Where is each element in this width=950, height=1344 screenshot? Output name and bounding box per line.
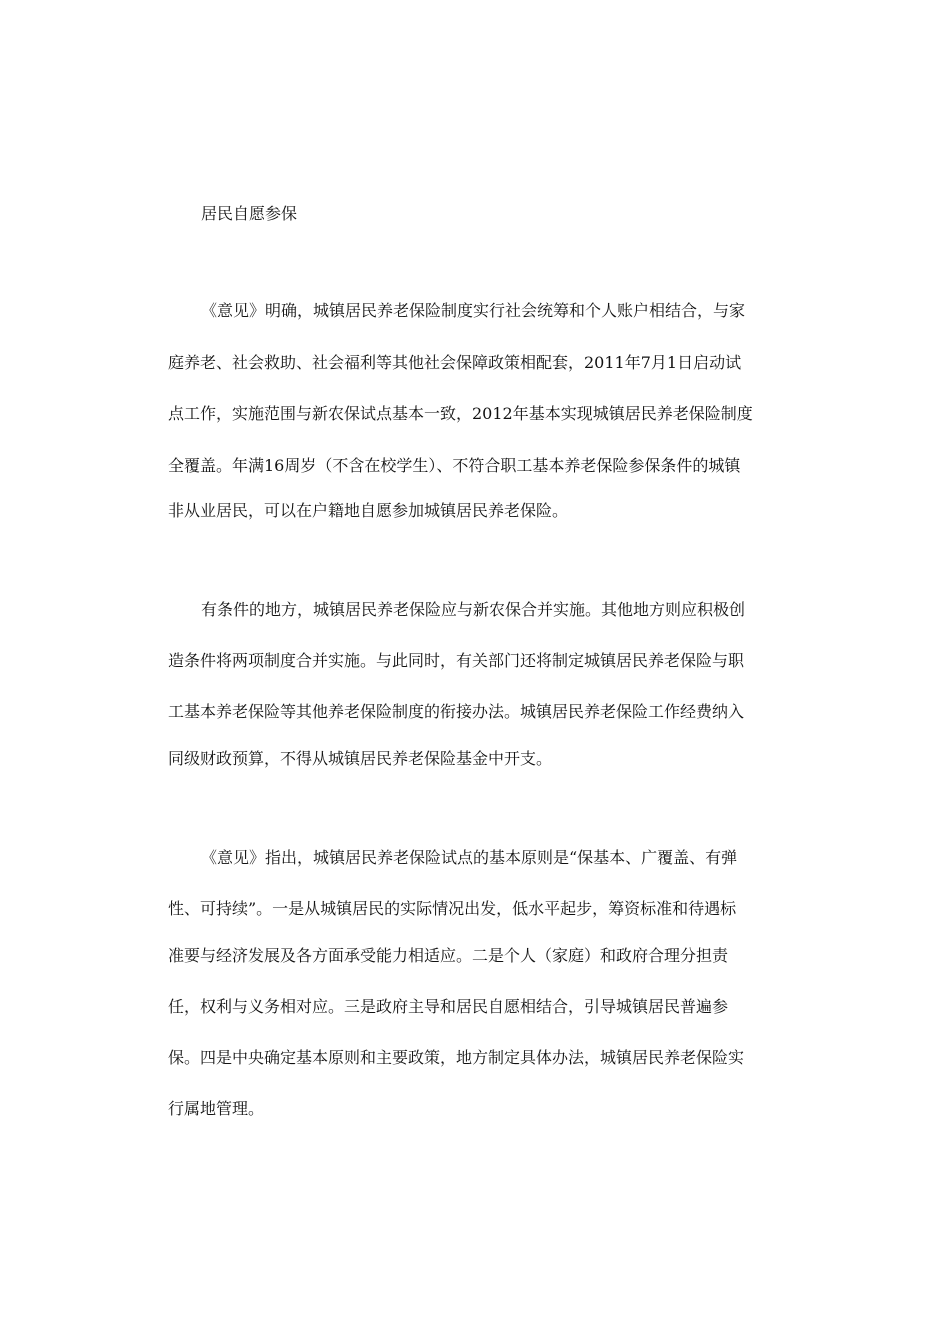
paragraph-3-line-2: 性、可持续”。一是从城镇居民的实际情况出发，低水平起步，筹资标准和待遇标 xyxy=(168,899,737,918)
paragraph-3-line-1: 《意见》指出，城镇居民养老保险试点的基本原则是“保基本、广覆盖、有弹 xyxy=(201,848,738,867)
paragraph-2-line-2: 造条件将两项制度合并实施。与此同时，有关部门还将制定城镇居民养老保险与职 xyxy=(168,651,745,670)
paragraph-1-line-5: 非从业居民，可以在户籍地自愿参加城镇居民养老保险。 xyxy=(168,501,569,520)
paragraph-1-line-3: 点工作，实施范围与新农保试点基本一致，2012年基本实现城镇居民养老保险制度 xyxy=(168,404,753,423)
paragraph-2-line-3: 工基本养老保险等其他养老保险制度的衔接办法。城镇居民养老保险工作经费纳入 xyxy=(168,702,745,721)
paragraph-3-line-4: 任，权利与义务相对应。三是政府主导和居民自愿相结合，引导城镇居民普遍参 xyxy=(168,997,729,1016)
paragraph-3-line-5: 保。四是中央确定基本原则和主要政策，地方制定具体办法，城镇居民养老保险实 xyxy=(168,1048,745,1067)
paragraph-1-line-1: 《意见》明确，城镇居民养老保险制度实行社会统筹和个人账户相结合，与家 xyxy=(201,301,746,320)
paragraph-1-line-4: 全覆盖。年满16周岁（不含在校学生）、不符合职工基本养老保险参保条件的城镇 xyxy=(168,456,741,475)
section-heading: 居民自愿参保 xyxy=(201,204,298,223)
paragraph-3-line-6: 行属地管理。 xyxy=(168,1099,265,1118)
paragraph-2-line-1: 有条件的地方，城镇居民养老保险应与新农保合并实施。其他地方则应积极创 xyxy=(201,600,746,619)
paragraph-2-line-4: 同级财政预算，不得从城镇居民养老保险基金中开支。 xyxy=(168,749,553,768)
paragraph-3-line-3: 准要与经济发展及各方面承受能力相适应。二是个人（家庭）和政府合理分担责 xyxy=(168,946,729,965)
paragraph-1-line-2: 庭养老、社会救助、社会福利等其他社会保障政策相配套，2011年7月1日启动试 xyxy=(168,353,742,372)
